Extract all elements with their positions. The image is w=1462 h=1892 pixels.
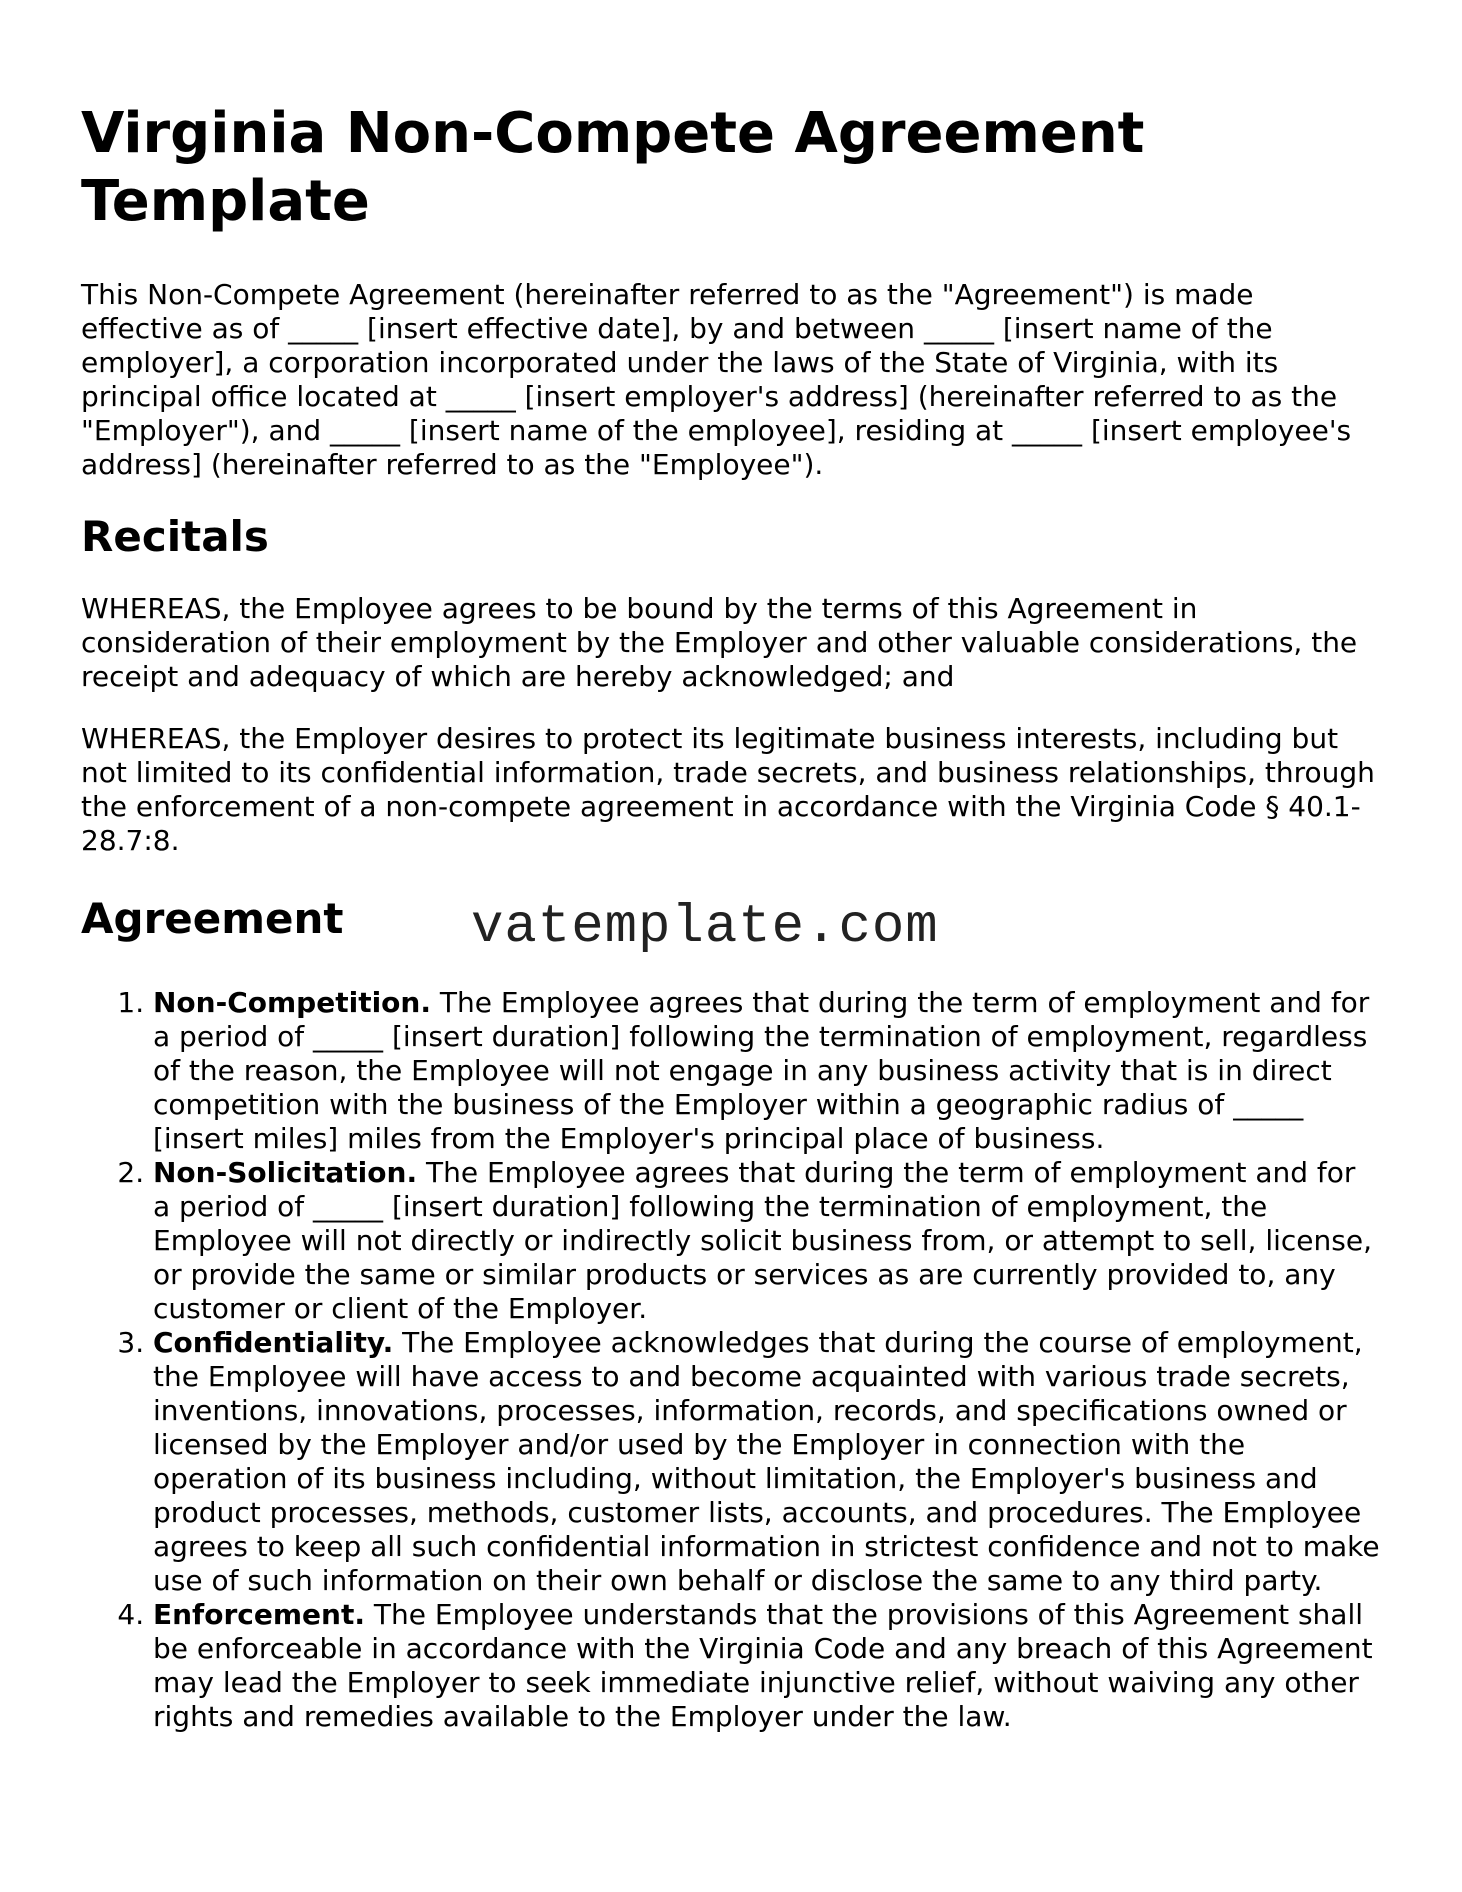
item-text: The Employee understands that the provisions of this Agreement shall be enforceable in accordance with the Virginia Code and any breach of this Agreement may lead the Employer to seek immediate injunctive relief, without waiving any other rights and remedies available to the Employer under the law. [153,1598,1373,1733]
document-page [81,100,1381,1734]
intro-paragraph: This Non-Compete Agreement (hereinafter referred to as the "Agreement") is made effective as of _____ [insert effective date], by and between _____ [insert name of the employer], a corporation incorporated under the laws of the State of Virginia, with its principal office located at _____ [insert employer's address] (hereinafter referred to as the "Employer"), and _____ [insert name of the employee], residing at _____ [insert employee's address] (hereinafter referred to as the "Employee"). [81,278,1352,481]
agreement-item-confidentiality [153,1326,1381,1598]
page-title: Virginia Non-Compete Agreement Template [81,101,1145,234]
item-title: Enforcement. [153,1598,365,1631]
recital-paragraph-2: WHEREAS, the Employer desires to protect its legitimate business interests, including but not limited to its confidential information, trade secrets, and business relationships, through the enforcement of a non-compete agreement in accordance with the Virginia Code § 40.1-28.7:8. [81,722,1375,857]
item-text: The Employee acknowledges that during the course of employment, the Employee will have access to and become acquainted with various trade secrets, inventions, innovations, processes, information, records, and specifications owned or licensed by the Employer and/or used by the Employer in connection with the operation of its business including, without limitation, the Employer's business and product processes, methods, customer lists, accounts, and procedures. The Employee agrees to keep all such confidential information in strictest confidence and not to make use of such information on their own behalf or disclose the same to any third party. [153,1326,1380,1597]
item-text: The Employee agrees that during the term of employment and for a period of _____ [insert duration] following the termination of employment, regardless of the reason, the Employee will not engage in any business activity that is in direct competition with the business of the Employer within a geographic radius of _____ [insert miles] miles from the Employer's principal place of business. [153,986,1370,1155]
agreement-list [81,986,1381,1734]
agreement-item-enforcement [153,1598,1381,1734]
agreement-heading: Agreement [81,894,344,943]
watermark: vatemplate.com [471,897,939,958]
item-title: Confidentiality. [153,1326,394,1359]
agreement-header [81,894,1381,958]
recital-paragraph-1: WHEREAS, the Employee agrees to be bound by the terms of this Agreement in consideration of their employment by the Employer and other valuable considerations, the receipt and adequacy of which are hereby acknowledged; and [81,592,1358,693]
item-text: The Employee agrees that during the term of employment and for a period of _____ [insert duration] following the termination of employment, the Employee will not directly or indirectly solicit business from, or attempt to sell, license, or provide the same or similar products or services as are currently provided to, any customer or client of the Employer. [153,1156,1372,1325]
recitals-heading: Recitals [81,512,269,561]
agreement-item-non-solicitation [153,1156,1381,1326]
item-title: Non-Solicitation. [153,1156,418,1189]
item-title: Non-Competition. [153,986,431,1019]
agreement-item-non-competition [153,986,1381,1156]
